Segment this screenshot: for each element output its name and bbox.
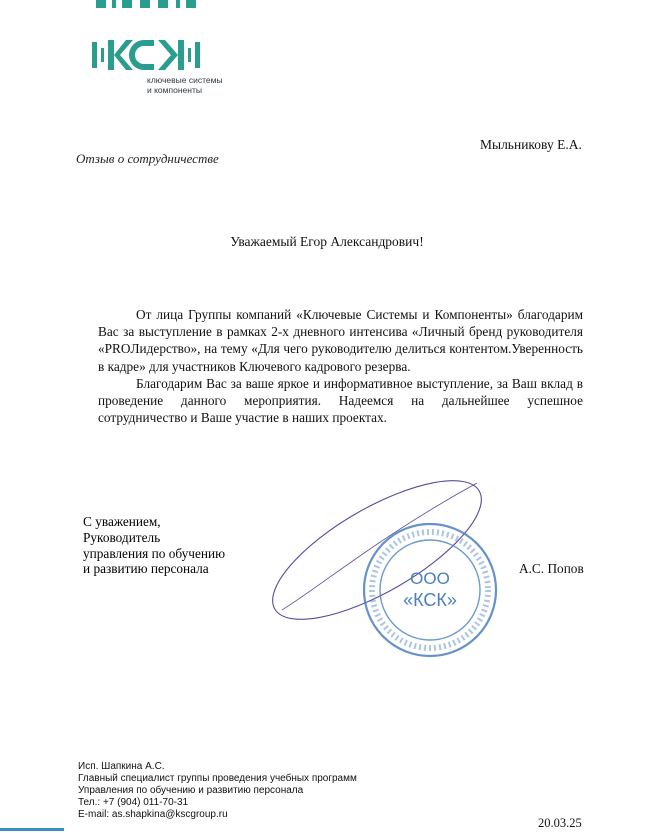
signature-position: и развитию персонала [83,561,209,577]
letter-date: 20.03.25 [538,816,582,830]
footer-department: Управления по обучению и развитию персонала [78,785,304,796]
letter-subject: Отзыв о сотрудничестве [76,151,219,166]
stamp-line1: ООО [410,569,450,588]
signature-block [83,514,225,577]
footer-contacts [78,761,357,821]
bottom-strip [0,828,64,831]
footer-title: Главный специалист группы проведения учебных программ [78,773,357,784]
body-paragraph: Благодарим Вас за ваше яркое и информативное выступление, за Ваш вклад в проведение данного мероприятия. Надеемся на дальнейшее успешное сотрудничество и Ваше участие в наших проектах. [98,375,583,426]
recipient: Мыльникову Е.А. [480,137,582,152]
signer-name: А.С. Попов [519,561,584,576]
footer-phone: Тел.: +7 (904) 011-70-31 [78,797,189,808]
footer-executor: Исп. Шапкина А.С. [78,761,165,772]
company-logo [92,38,202,72]
footer-email: E-mail: as.shapkina@kscgroup.ru [78,809,228,820]
signature-position: Руководитель [83,529,161,545]
company-stamp [360,520,500,660]
signature-position: управления по обучению [83,545,226,561]
top-decoration [96,0,196,10]
body-paragraph: От лица Группы компаний «Ключевые Системы и Компоненты» благодарим Вас за выступление в рамках 2-х дневного интенсива «Личный бренд руководителя «PROЛидерство», на тему «Для чего руководителю делиться контентом.Уверенность в кадре» для участников Ключевого кадрового резерва. [98,307,583,374]
company-name [147,75,267,95]
stamp-line2: «КСК» [403,590,457,610]
company-name-line2: и компоненты [147,85,202,95]
signature-closing: С уважением, [83,514,161,529]
company-name-line1: ключевые системы [147,75,223,85]
letter-body [98,306,583,426]
greeting: Уважаемый Егор Александрович! [230,234,424,249]
